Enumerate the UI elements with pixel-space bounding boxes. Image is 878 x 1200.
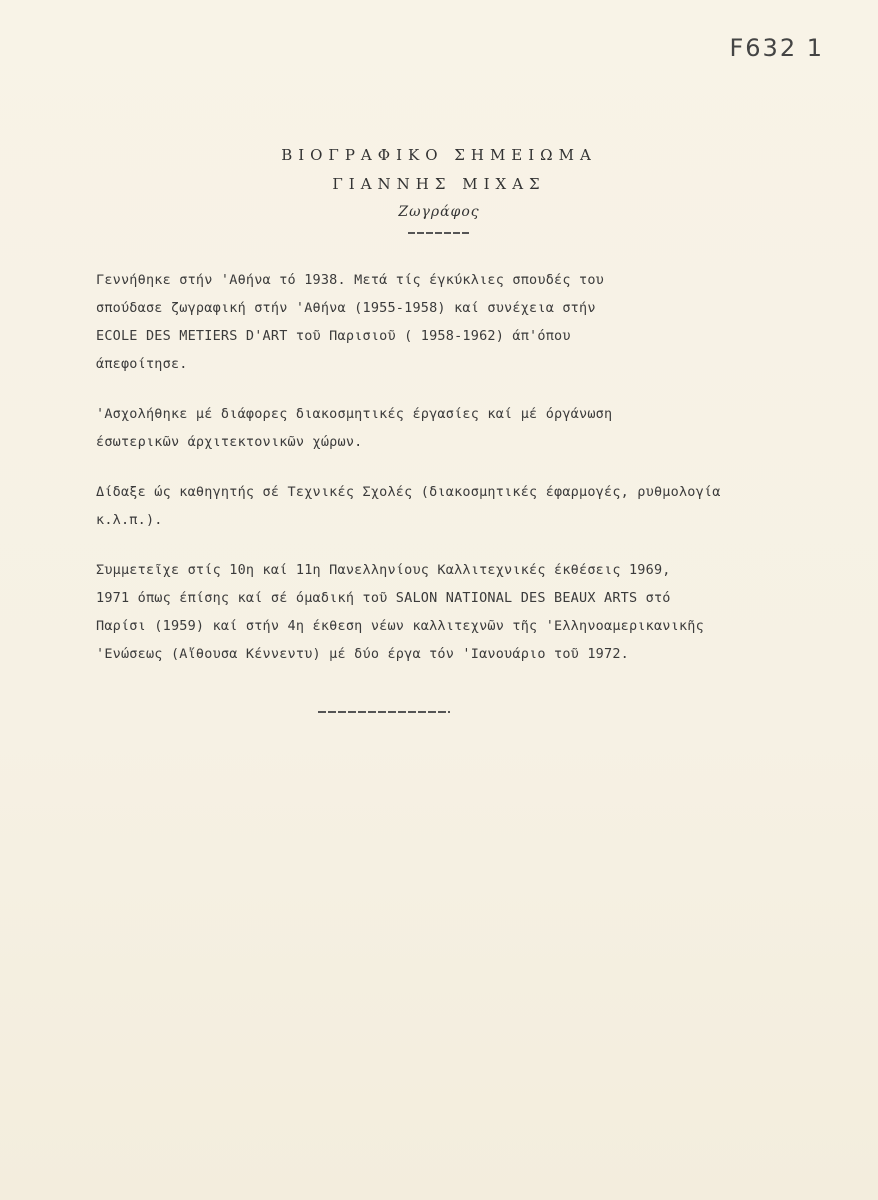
artist-name: ΓΙΑΝΝΗΣ ΜΙΧΑΣ: [332, 175, 546, 193]
text-line: σπούδασε ζωγραφική στήν 'Αθήνα (1955-1958) καί συνέχεια στήν: [96, 300, 596, 316]
text-line: 1971 όπως έπίσης καί σέ όμαδική τοῦ SALON NATIONAL DES BEAUX ARTS στό: [96, 590, 671, 606]
text-line: 'Ενώσεως (Αἴθουσα Κέννεντυ) μέ δύο έργα τόν 'Ιανουάριο τοῦ 1972.: [96, 646, 629, 662]
paragraph-exhibitions: [96, 556, 786, 668]
title-block: [0, 146, 878, 234]
paragraph-education: [96, 266, 786, 378]
text-line: Δίδαξε ώς καθηγητής σέ Τεχνικές Σχολές (διακοσμητικές έφαρμογές, ρυθμολογία: [96, 484, 721, 500]
text-line: κ.λ.π.).: [96, 512, 163, 528]
text-line: 'Ασχολήθηκε μέ διάφορες διακοσμητικές έργασίες καί μέ όργάνωση: [96, 406, 613, 422]
text-line: άπεφοίτησε.: [96, 356, 188, 372]
text-line: Γεννήθηκε στήν 'Αθήνα τό 1938. Μετά τίς έγκύκλιες σπουδές του: [96, 272, 604, 288]
paragraph-work: [96, 400, 786, 456]
archive-reference: F632 1: [729, 34, 824, 62]
text-line: Παρίσι (1959) καί στήν 4η έκθεση νέων καλλιτεχνῶν τῆς 'Ελληνοαμερικανικῆς: [96, 618, 704, 634]
artist-profession: Ζωγράφος: [398, 204, 480, 220]
closing-rule: [318, 711, 450, 713]
text-line: ECOLE DES METIERS D'ART τοῦ Παρισιοῦ ( 1958-1962) άπ'όπου: [96, 328, 571, 344]
text-line: Συμμετεῖχε στίς 10η καί 11η Πανελληνίους Καλλιτεχνικές έκθέσεις 1969,: [96, 562, 671, 578]
biography-body: [96, 266, 786, 690]
paragraph-teaching: [96, 478, 786, 534]
title-underline: [408, 232, 470, 234]
document-title: ΒΙΟΓΡΑΦΙΚΟ ΣΗΜΕΙΩΜΑ: [281, 146, 597, 164]
text-line: έσωτερικῶν άρχιτεκτονικῶν χώρων.: [96, 434, 363, 450]
